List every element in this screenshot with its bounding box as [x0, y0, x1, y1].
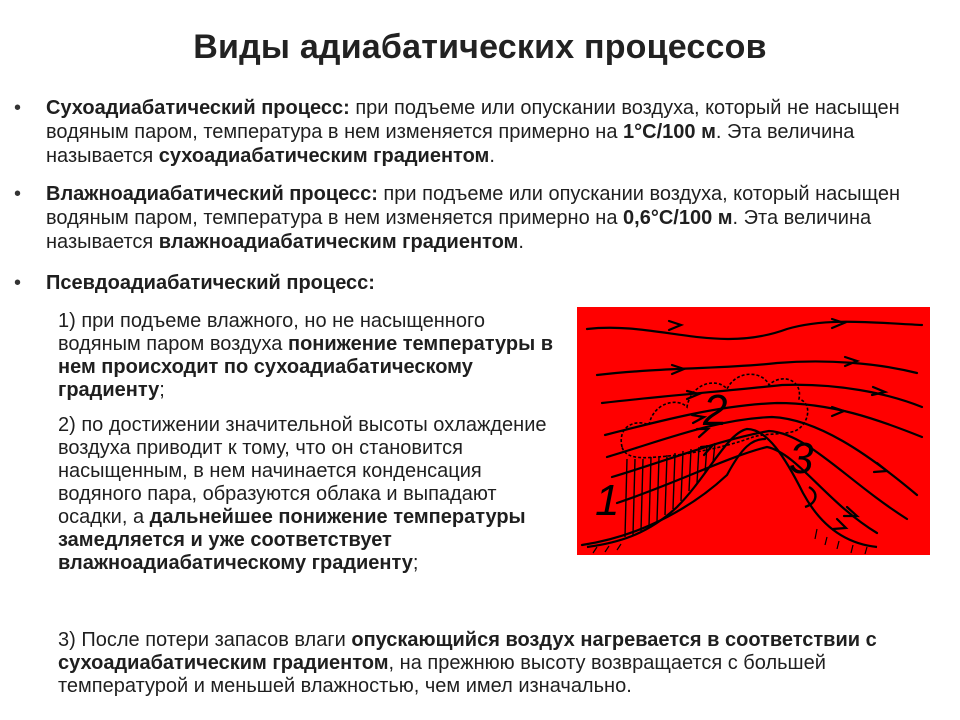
curved-arrow-icon [805, 487, 815, 507]
arrowhead [874, 463, 887, 472]
step-text: 2) по достижении значительной высоты охлаждение воздуха приводит к тому, что он становится насыщенным, в нем начинается конденсация водяного пара, образуются облака и выпадают осадки, а [58, 414, 547, 528]
step-bold: понижение температуры в нем происходит по сухоадиабатическому градиенту [58, 333, 554, 401]
bullet-lead: Влажноадиабатический процесс: [46, 183, 378, 205]
step-text: 1) при подъеме влажного, но не насыщенного водяным паром воздуха [58, 310, 485, 355]
bullet-lead: Псевдоадиабатический процесс: [46, 272, 375, 294]
bullet-text: при подъеме или опускании воздуха, который не насыщен водяным паром, температура в нем изменяется примерно на [46, 97, 900, 143]
step-end: ; [159, 379, 165, 401]
bullet-value: 0,6°С/100 м [623, 207, 733, 229]
mountain-icon [587, 429, 877, 547]
step-1 [58, 310, 563, 402]
airflow-diagram [577, 307, 930, 555]
label-1: 1 [595, 476, 620, 525]
step-bold: опускающийся воздух нагревается в соответствии с сухоадиабатическим градиентом [58, 629, 877, 674]
bullet-end: . [518, 231, 524, 253]
step-end: ; [412, 552, 419, 574]
arrowhead [832, 319, 844, 328]
bullet-term: влажноадиабатическим градиентом [158, 231, 519, 253]
bullet-text: . Эта величина называется [46, 121, 855, 167]
step-text: , на прежнюю высоту возвращается с большей температурой и меньшей влажностью, чем имел изначально. [58, 652, 826, 697]
arrowhead [669, 321, 681, 330]
step-bold: дальнейшее понижение температуры замедляется и уже соответствует влажноадиабатическому градиенту [58, 506, 526, 574]
bullet-term: сухоадиабатическим градиентом [158, 145, 490, 167]
label-3: 3 [789, 434, 814, 483]
streamline [587, 322, 922, 339]
bullet-wet-adiabatic [46, 182, 936, 254]
bullet-text: при подъеме или опускании воздуха, который насыщен водяным паром, температура в нем изменяется примерно на [46, 183, 901, 229]
streamline [612, 431, 907, 519]
step-2 [58, 414, 568, 575]
bullet-icon: • [14, 97, 22, 119]
bullet-dry-adiabatic [46, 96, 936, 168]
bullet-pseudo-adiabatic [46, 271, 546, 295]
bullet-lead: Сухоадиабатический процесс: [46, 97, 350, 119]
bullet-icon: • [14, 183, 22, 205]
airflow-mountain-figure [577, 307, 930, 555]
bullet-end: . [489, 145, 495, 167]
bullet-value: 1°С/100 м [623, 121, 716, 143]
arrowhead [833, 519, 846, 529]
streamline [607, 417, 917, 495]
page-title: Виды адиабатических процессов [193, 28, 767, 66]
bullet-icon: • [14, 272, 22, 294]
bullet-text: . Эта величина называется [46, 207, 872, 253]
streamline [597, 361, 917, 375]
arrowhead [832, 407, 844, 416]
step-3 [58, 629, 948, 698]
step-text: 3) После потери запасов влаги [58, 629, 352, 651]
label-2: 2 [703, 386, 728, 435]
